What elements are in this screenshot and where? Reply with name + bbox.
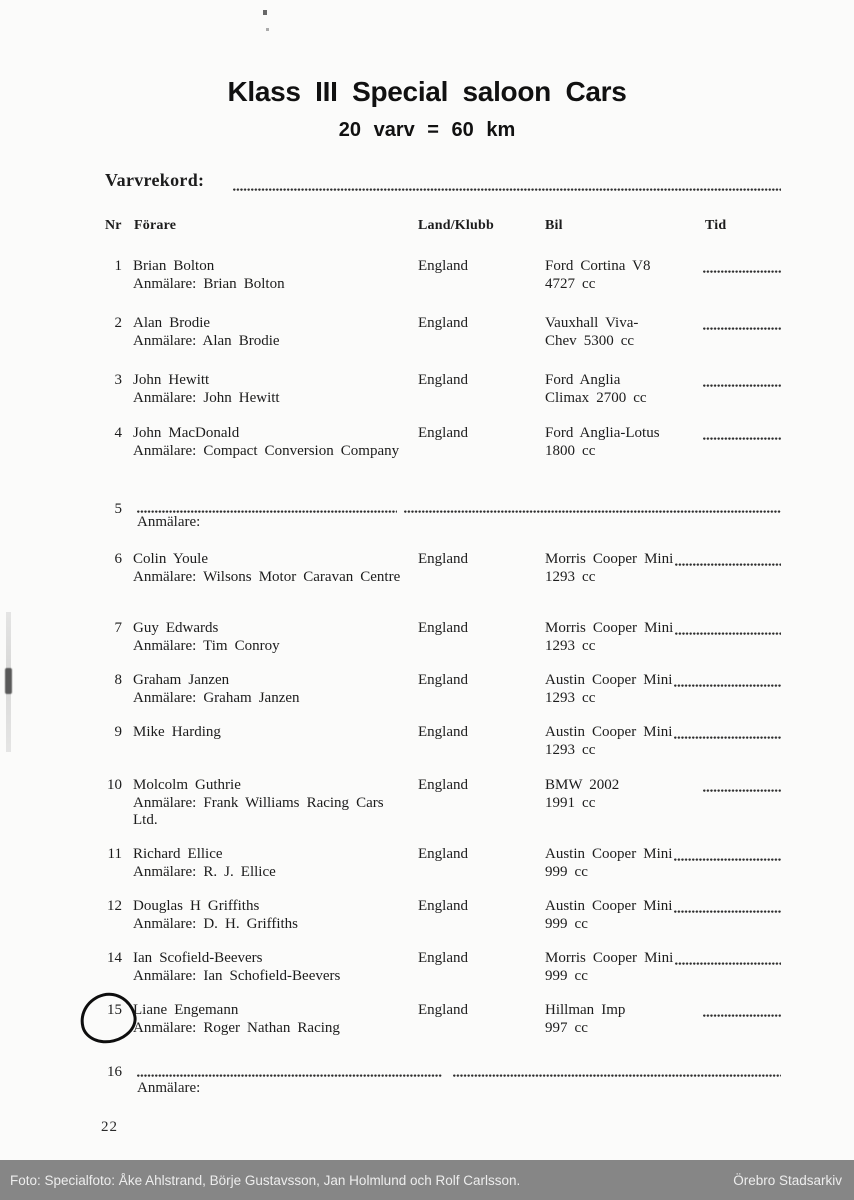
time-dotted-line: [703, 384, 781, 387]
driver-name: Ian Scofield-Beevers: [133, 950, 263, 966]
entry-number: 14: [107, 950, 122, 966]
time-dotted-line: [674, 858, 781, 861]
scan-speck: [266, 28, 269, 31]
car-model: Austin Cooper Mini: [545, 898, 673, 914]
driver-name: Douglas H Griffiths: [133, 898, 260, 914]
driver-name: Mike Harding: [133, 724, 221, 740]
engine-capacity: 999 cc: [545, 863, 588, 880]
lap-record-dotted-line: [233, 188, 781, 191]
driver-name: Graham Janzen: [133, 672, 230, 688]
blank-entry-dotted-line: [137, 510, 397, 513]
page-title: Klass III Special saloon Cars: [227, 76, 627, 107]
driver-name: John Hewitt: [133, 372, 210, 388]
country: England: [418, 551, 468, 567]
car-model: Vauxhall Viva-: [545, 315, 639, 331]
entry-number: 15: [107, 1002, 122, 1018]
time-dotted-line: [703, 270, 781, 273]
entrant-line: Anmälare: Brian Bolton: [133, 275, 285, 292]
scan-speck: [263, 10, 267, 15]
entry-number: 9: [114, 724, 122, 740]
time-dotted-line: [674, 684, 781, 687]
driver-name: Brian Bolton: [133, 258, 215, 274]
race-distance-subtitle: 20 varv = 60 km: [338, 119, 516, 141]
engine-capacity: 999 cc: [545, 915, 588, 932]
entry-number: 10: [107, 777, 122, 793]
blank-entry-dotted-line: [137, 1074, 442, 1077]
entry-number: 11: [107, 846, 122, 862]
entrant-line: Anmälare: Graham Janzen: [133, 689, 300, 706]
engine-capacity: 1991 cc: [545, 794, 596, 811]
scan-artifact: [5, 668, 12, 694]
entrant-line: Anmälare: Wilsons Motor Caravan Centre: [133, 568, 401, 585]
country: England: [418, 777, 468, 793]
entrant-line: Anmälare: Roger Nathan Racing: [133, 1019, 340, 1036]
car-model: Morris Cooper Mini: [545, 551, 674, 567]
engine-capacity: 4727 cc: [545, 275, 596, 292]
time-dotted-line: [675, 632, 781, 635]
country: England: [418, 425, 468, 441]
time-dotted-line: [675, 962, 781, 965]
entry-number: 5: [114, 501, 122, 517]
entrant-line: Anmälare: Ian Schofield-Beevers: [133, 967, 341, 984]
time-dotted-line: [675, 563, 781, 566]
time-dotted-line: [703, 789, 781, 792]
car-model: Ford Cortina V8: [545, 258, 651, 274]
entrant-line: Anmälare: Frank Williams Racing Cars Ltd.: [133, 794, 384, 828]
engine-capacity: 1293 cc: [545, 689, 596, 706]
engine-capacity: 999 cc: [545, 967, 588, 984]
car-model: Austin Cooper Mini: [545, 846, 673, 862]
entrant-line: Anmälare: Alan Brodie: [133, 332, 280, 349]
time-dotted-line: [703, 1014, 781, 1017]
car-model: BMW 2002: [545, 777, 620, 793]
country: England: [418, 258, 468, 274]
car-model: Ford Anglia-Lotus: [545, 425, 660, 441]
driver-name: Molcolm Guthrie: [133, 777, 241, 793]
engine-capacity: 1293 cc: [545, 637, 596, 654]
engine-capacity: Climax 2700 cc: [545, 389, 647, 406]
entrant-line: Anmälare: D. H. Griffiths: [133, 915, 299, 932]
entry-number: 8: [114, 672, 122, 688]
driver-name: Richard Ellice: [133, 846, 223, 862]
driver-name: Colin Youle: [133, 551, 208, 567]
entry-number: 2: [114, 315, 122, 331]
time-dotted-line: [703, 327, 781, 330]
country: England: [418, 620, 468, 636]
entry-number: 16: [107, 1064, 122, 1080]
car-model: Austin Cooper Mini: [545, 672, 673, 688]
time-dotted-line: [674, 736, 781, 739]
page-number: 22: [101, 1119, 118, 1135]
photo-credit: Foto: Specialfoto: Åke Ahlstrand, Börje Gustavsson, Jan Holmlund och Rolf Carlsson.: [10, 1172, 521, 1188]
driver-name: Guy Edwards: [133, 620, 219, 636]
entrant-line: Anmälare:: [137, 1080, 201, 1096]
time-dotted-line: [703, 437, 781, 440]
country: England: [418, 950, 468, 966]
engine-capacity: 1293 cc: [545, 741, 596, 758]
entry-number: 7: [114, 620, 122, 636]
column-header-tid: Tid: [705, 218, 727, 233]
entry-number: 3: [114, 372, 122, 388]
country: England: [418, 724, 468, 740]
blank-entry-dotted-line: [453, 1074, 781, 1077]
engine-capacity: Chev 5300 cc: [545, 332, 635, 349]
car-model: Morris Cooper Mini: [545, 620, 674, 636]
driver-name: Alan Brodie: [133, 315, 211, 331]
country: England: [418, 846, 468, 862]
country: England: [418, 672, 468, 688]
car-model: Morris Cooper Mini: [545, 950, 674, 966]
column-header-land-klubb: Land/Klubb: [418, 218, 494, 233]
engine-capacity: 1800 cc: [545, 442, 596, 459]
column-header-forare: Förare: [134, 218, 177, 233]
entry-number: 12: [107, 898, 122, 914]
entry-number: 4: [114, 425, 122, 441]
country: England: [418, 372, 468, 388]
entry-number: 6: [114, 551, 122, 567]
country: England: [418, 315, 468, 331]
country: England: [418, 1002, 468, 1018]
country: England: [418, 898, 468, 914]
car-model: Ford Anglia: [545, 372, 621, 388]
entry-number: 1: [114, 258, 122, 274]
car-model: Hillman Imp: [545, 1002, 626, 1018]
time-dotted-line: [674, 910, 781, 913]
driver-name: John MacDonald: [133, 425, 240, 441]
blank-entry-dotted-line: [404, 510, 781, 513]
engine-capacity: 1293 cc: [545, 568, 596, 585]
entrant-line: Anmälare: Tim Conroy: [133, 637, 280, 654]
car-model: Austin Cooper Mini: [545, 724, 673, 740]
archive-footer-bar: [0, 1160, 854, 1200]
entrant-line: Anmälare: John Hewitt: [133, 389, 280, 406]
lap-record-label: Varvrekord:: [105, 170, 205, 190]
entrant-line: Anmälare:: [137, 514, 201, 530]
column-header-bil: Bil: [545, 218, 563, 233]
column-header-nr: Nr: [105, 218, 122, 233]
entrant-line: Anmälare: R. J. Ellice: [133, 863, 276, 880]
archive-name: Örebro Stadsarkiv: [733, 1172, 842, 1188]
entrant-line: Anmälare: Compact Conversion Company: [133, 442, 400, 459]
driver-name: Liane Engemann: [133, 1002, 239, 1018]
engine-capacity: 997 cc: [545, 1019, 588, 1036]
